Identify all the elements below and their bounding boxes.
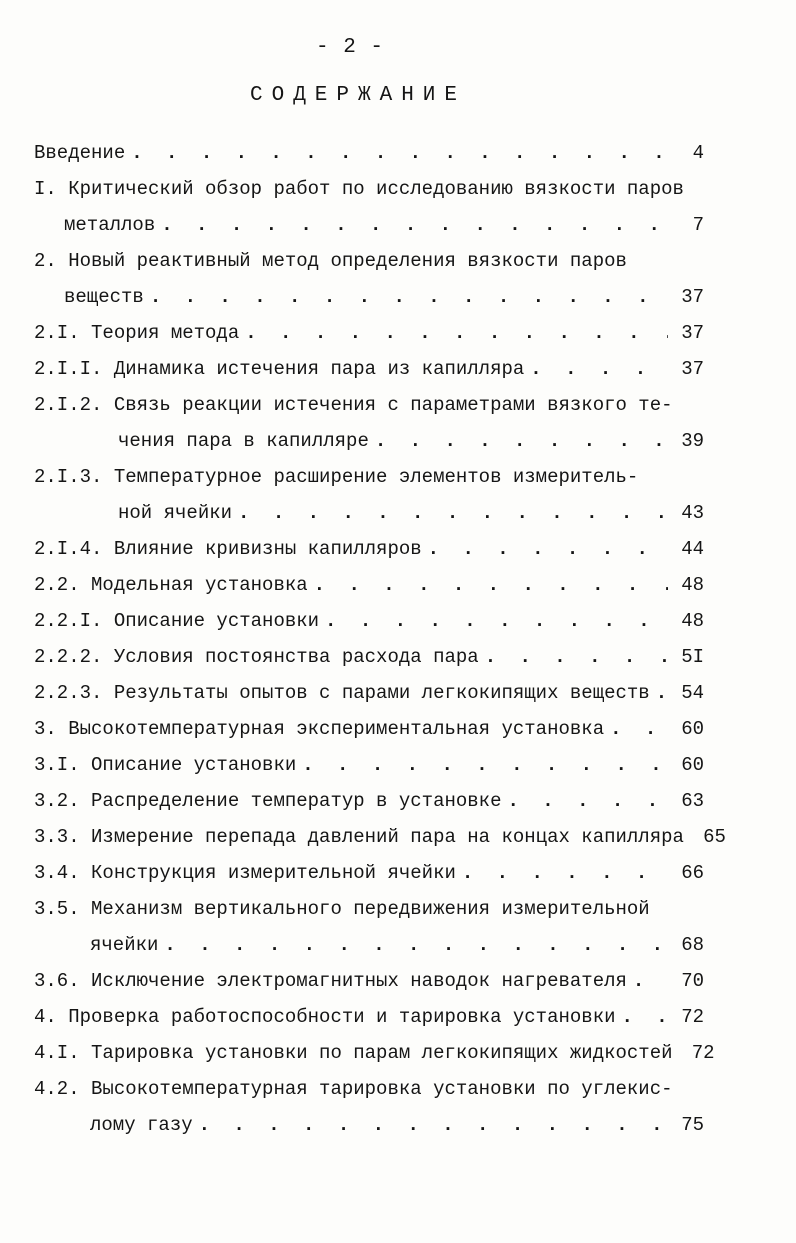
toc-entry-introduction[interactable] [34, 138, 704, 174]
toc-entry-title: 3.5. Механизм вертикального передвижения измерительной [34, 898, 650, 920]
toc-entry-3[interactable] [34, 714, 704, 750]
toc-entry-title: I. Критический обзор работ по исследованию вязкости паров [34, 178, 684, 200]
toc-entry-3-6[interactable] [34, 966, 704, 1002]
page-number: - 2 - [315, 36, 384, 59]
toc-title: СОДЕРЖАНИЕ [249, 84, 467, 107]
toc-entry-title: 4.I. Тарировка установки по парам легкокипящих жидкостей [34, 1042, 673, 1064]
toc-entry-title: 4. Проверка работоспособности и тарировка установки [34, 1006, 616, 1028]
toc-entry-2-1-4[interactable] [34, 534, 704, 570]
toc-entry-title-cont: веществ [64, 286, 144, 308]
toc-page-number: 60 [681, 754, 704, 776]
toc-entry-title: 2.I.4. Влияние кривизны капилляров [34, 538, 422, 560]
toc-entry-title: 2. Новый реактивный метод определения вязкости паров [34, 250, 627, 272]
toc-entry-1-heading[interactable] [34, 174, 704, 210]
toc-entry-2-continuation[interactable] [34, 282, 704, 318]
toc-leader-dots [369, 426, 668, 456]
toc-leader-dots [616, 1002, 669, 1032]
table-of-contents [34, 138, 726, 1146]
toc-entry-title-cont: металлов [64, 214, 156, 236]
toc-entry-title: 3.6. Исключение электромагнитных наводок нагревателя [34, 970, 627, 992]
toc-leader-dots [232, 498, 668, 528]
toc-entry-title: 3.2. Распределение температур в установке [34, 790, 502, 812]
toc-entry-title: Введение [34, 142, 126, 164]
toc-leader-dots [296, 750, 668, 780]
toc-page-number: 70 [681, 970, 704, 992]
toc-entry-title: 2.2.2. Условия постоянства расхода пара [34, 646, 479, 668]
toc-entry-3-4[interactable] [34, 858, 704, 894]
toc-entry-3-1[interactable] [34, 750, 704, 786]
toc-entry-title-cont: ячейки [90, 934, 159, 956]
toc-page-number: 65 [703, 826, 726, 848]
toc-entry-2-1-3-heading[interactable] [34, 462, 704, 498]
toc-entry-2-1[interactable] [34, 318, 704, 354]
toc-entry-title: 3. Высокотемпературная экспериментальная установка [34, 718, 605, 740]
toc-entry-title: 2.2. Модельная установка [34, 574, 308, 596]
toc-entry-2-2-2[interactable] [34, 642, 704, 678]
toc-leader-dots [479, 642, 668, 672]
toc-entry-title: 2.I. Теория метода [34, 322, 240, 344]
toc-entry-title: 2.I.3. Температурное расширение элементов измеритель- [34, 466, 639, 488]
toc-leader-dots [193, 1110, 668, 1140]
toc-leader-dots [319, 606, 668, 636]
toc-page-number: 48 [681, 610, 704, 632]
toc-entry-4-1[interactable] [34, 1038, 715, 1074]
toc-entry-3-5-heading[interactable] [34, 894, 704, 930]
toc-leader-dots [604, 714, 668, 744]
toc-page-number: 54 [681, 682, 704, 704]
toc-page-number: 39 [681, 430, 704, 452]
toc-entry-2-2[interactable] [34, 570, 704, 606]
toc-leader-dots [144, 282, 668, 312]
toc-page-number: 5I [681, 646, 704, 668]
toc-entry-1-continuation[interactable] [34, 210, 704, 246]
toc-entry-2-2-1[interactable] [34, 606, 704, 642]
toc-leader-dots [501, 786, 668, 816]
toc-entry-4-2-heading[interactable] [34, 1074, 704, 1110]
toc-entry-title-cont: ной ячейки [118, 502, 233, 524]
toc-entry-title-cont: лому газу [90, 1114, 193, 1136]
toc-entry-2-1-2-continuation[interactable] [34, 426, 704, 462]
toc-leader-dots [155, 210, 668, 240]
toc-page-number: 72 [691, 1042, 715, 1064]
toc-page-number: 43 [681, 502, 704, 524]
toc-leader-dots [627, 966, 668, 996]
toc-page-number: 4 [692, 142, 704, 164]
toc-entry-4[interactable] [34, 1002, 704, 1038]
toc-page-number: 37 [681, 286, 704, 308]
toc-page-number: 75 [681, 1114, 704, 1136]
toc-page-number: 48 [681, 574, 704, 596]
toc-page-number: 60 [681, 718, 704, 740]
toc-leader-dots [456, 858, 668, 888]
toc-leader-dots [422, 534, 668, 564]
toc-entry-2-heading[interactable] [34, 246, 704, 282]
toc-leader-dots [308, 570, 668, 600]
toc-page-number: 63 [681, 790, 704, 812]
toc-page-number: 37 [681, 358, 704, 380]
toc-entry-3-3[interactable] [34, 822, 726, 858]
toc-leader-dots [650, 678, 668, 708]
toc-entry-title: 3.3. Измерение перепада давлений пара на концах капилляра [34, 826, 684, 848]
toc-entry-title: 2.2.I. Описание установки [34, 610, 320, 632]
toc-entry-title: 2.2.3. Результаты опытов с парами легкокипящих веществ [34, 682, 650, 704]
toc-entry-title: 3.I. Описание установки [34, 754, 297, 776]
toc-leader-dots [239, 318, 668, 348]
toc-entry-4-2-continuation[interactable] [34, 1110, 704, 1146]
toc-entry-3-2[interactable] [34, 786, 704, 822]
toc-entry-2-1-1[interactable] [34, 354, 704, 390]
toc-entry-title: 4.2. Высокотемпературная тарировка установки по углекис- [34, 1078, 673, 1100]
toc-leader-dots [125, 138, 668, 168]
toc-leader-dots [158, 930, 668, 960]
toc-entry-title: 3.4. Конструкция измерительной ячейки [34, 862, 456, 884]
toc-page-number: 7 [692, 214, 704, 236]
toc-entry-title: 2.I.2. Связь реакции истечения с параметрами вязкого те- [34, 394, 673, 416]
toc-page-number: 72 [681, 1006, 704, 1028]
toc-entry-2-2-3[interactable] [34, 678, 704, 714]
toc-entry-2-1-3-continuation[interactable] [34, 498, 704, 534]
toc-entry-2-1-2-heading[interactable] [34, 390, 704, 426]
toc-page-number: 44 [681, 538, 704, 560]
toc-page-number: 66 [681, 862, 704, 884]
toc-entry-title: 2.I.I. Динамика истечения пара из капилляра [34, 358, 525, 380]
toc-page-number: 68 [681, 934, 704, 956]
toc-page-number: 37 [681, 322, 704, 344]
toc-leader-dots [524, 354, 668, 384]
toc-entry-title-cont: чения пара в капилляре [118, 430, 369, 452]
toc-entry-3-5-continuation[interactable] [34, 930, 704, 966]
